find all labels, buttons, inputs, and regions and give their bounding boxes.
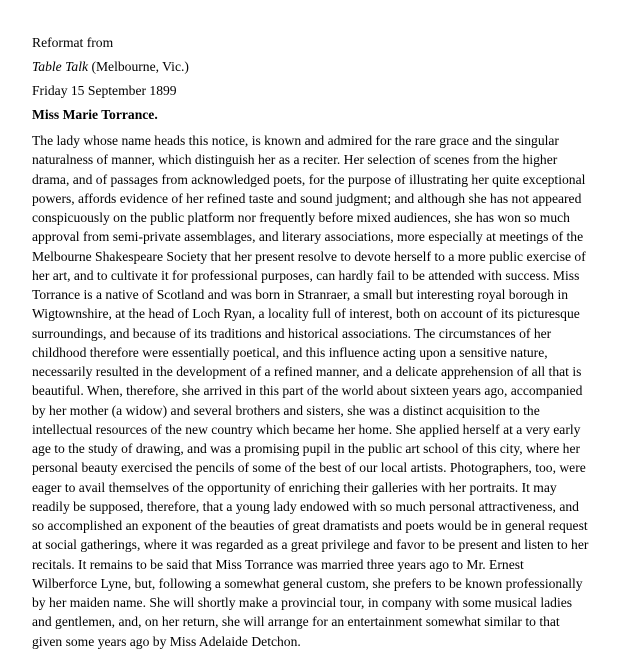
body-line: surroundings, and because of its traditions and historical associations. The circumstances of her [32,325,552,341]
reformat-label: Reformat from [32,35,114,50]
source-line [32,58,622,75]
body-line: approval from semi-private assemblages, and literary associations, more especially at meetings of the [32,229,584,245]
body-line: age to the study of drawing, and was a promising pupil in the public art school of this city, where her [32,441,581,456]
body-line: by her mother (a widow) and several brothers and sisters, she was a distinct acquisition to the [32,402,540,418]
body-line: by her maiden name. She will shortly make a provincial tour, in company with some musical ladies [32,595,573,610]
body-line: necessarily resulted in the development of a refined manner, and a delicate apprehension of all that is [32,364,582,379]
publication-name: Table Talk [32,59,89,74]
body-line: her art, and to cultivate it for professional purposes, can hardly fail to be attended with success. Miss [32,267,580,283]
body-line: Wilberforce Lyne, but, following a somewhat general custom, she prefers to be known professionally [32,575,583,591]
body-line: recitals. It remains to be said that Miss Torrance was married three years ago to Mr. Ernest [32,556,524,572]
body-line: and gentlemen, and, on her return, she will arrange for an entertainment somewhat similar to that [32,614,560,630]
publication-place: (Melbourne, Vic.) [88,59,189,74]
body-line: The lady whose name heads this notice, is known and admired for the rare grace and the singular [32,133,559,148]
body-line: childhood therefore were essentially poetical, and this influence acting upon a sensitive nature, [32,344,548,360]
article-body [32,131,622,651]
body-line: naturalness of manner, which distinguish her as a reciter. Her selection of scenes from the higher [32,152,558,168]
document-page [32,34,622,651]
body-line: Melbourne Shakespeare Society that her present resolve to devote herself to a more public exercise of [32,248,586,264]
body-line: Wigtownshire, at the head of Loch Ryan, a locality full of interest, both on account of its picturesque [32,306,580,322]
body-line: powers, affords evidence of her refined taste and sound judgment; and although she has not appeared [32,190,582,206]
body-line: intellectual resources of the new country which became her home. She applied herself at a very early [32,421,581,437]
article-title: Miss Marie Torrance. [32,107,158,122]
body-line: Torrance is a native of Scotland and was born in Stranraer, a small but interesting royal borough in [32,287,569,302]
body-line: eager to avail themselves of the opportunity of enriching their galleries with her portraits. It may [32,479,557,495]
body-line: conspicuously on the public platform nor frequently before mixed audiences, she has won so much [32,210,570,225]
body-line: at social gatherings, where it was regarded as a great privilege and favor to be present and listen to her [32,537,589,553]
publication-date: Friday 15 September 1899 [32,83,177,98]
body-line: drama, and of passages from acknowledged poets, for the purpose of illustrating her quite exceptional [32,171,586,187]
body-line: given some years ago by Miss Adelaide Detchon. [32,633,301,649]
body-line: readily be supposed, therefore, that a young lady endowed with so much personal attractiveness, and [32,498,579,514]
body-line: so accomplished an exponent of the beauties of great dramatists and poets would be in general request [32,518,588,533]
body-line: beautiful. When, therefore, she arrived in this part of the world about sixteen years ago, accompanied [32,383,583,399]
body-line: personal beauty exercised the pencils of some of the best of our local artists. Photographers, too, were [32,460,586,476]
